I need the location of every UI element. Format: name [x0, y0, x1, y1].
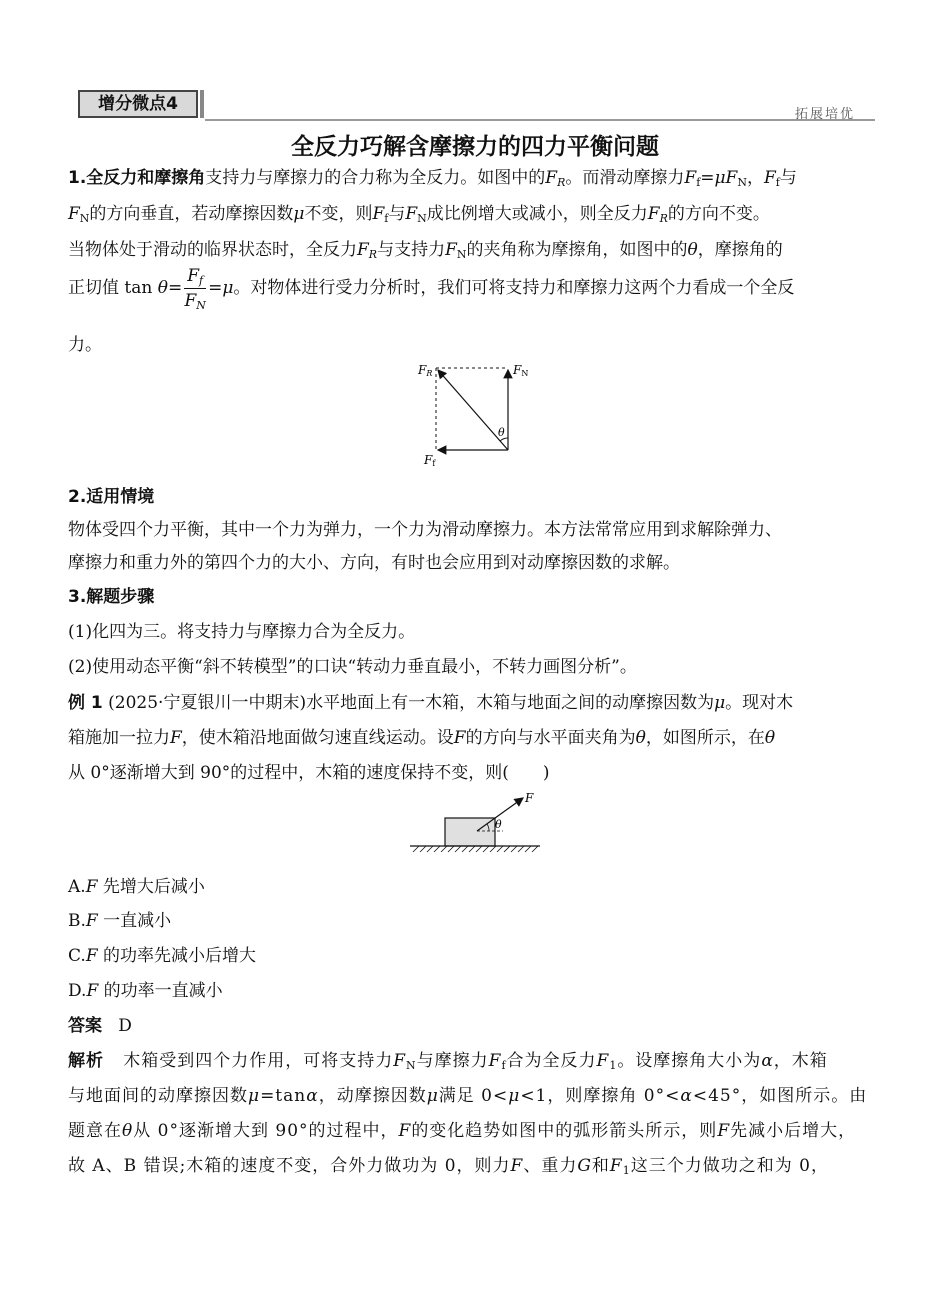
- sym-sub: N: [196, 299, 206, 312]
- sym: μ: [426, 1086, 439, 1106]
- analysis-line1: [68, 1046, 828, 1071]
- text: 的方向不变。: [667, 204, 770, 224]
- section3-step1: (1)化四为三。将支持力与摩擦力合为全反力。: [68, 622, 416, 642]
- text: 木箱受到四个力作用，可将支持力: [123, 1051, 394, 1071]
- section1-line5: 力。: [68, 335, 102, 355]
- fraction-denominator: [184, 289, 206, 313]
- text: 的方向垂直，若动摩擦因数: [89, 204, 294, 224]
- section2-heading: 2.适用情境: [68, 487, 155, 507]
- sym: G: [577, 1156, 592, 1176]
- option-text: 的功率先减小后增大: [97, 946, 257, 966]
- sym: F: [717, 1121, 731, 1141]
- text: 。设摩擦角大小为: [617, 1051, 762, 1071]
- sym-sub: N: [79, 212, 90, 225]
- text: 题意在: [68, 1121, 122, 1141]
- sym: μ: [508, 1086, 521, 1106]
- sym: θ: [635, 728, 646, 748]
- text: 当物体处于滑动的临界状态时，全反力: [68, 240, 357, 260]
- text: 的变化趋势如图中的弧形箭头所示，则: [411, 1121, 718, 1141]
- label-ff: Ff: [424, 453, 436, 468]
- text: 箱施加一拉力: [68, 728, 170, 748]
- sym: =μ: [208, 278, 234, 298]
- option-text: 的功率一直减小: [98, 981, 223, 1001]
- text: ，木箱: [773, 1051, 828, 1071]
- text: 。现对木: [725, 693, 794, 713]
- sym: F: [684, 168, 697, 188]
- sym: F: [488, 1051, 502, 1071]
- sym: F: [445, 240, 457, 260]
- section1-line3: [68, 235, 783, 260]
- sym: F: [398, 1121, 412, 1141]
- section2-line1: 物体受四个力平衡，其中一个力为弹力，一个力为滑动摩擦力。本方法常常应用到求解除弹力、: [68, 520, 782, 540]
- analysis-line3: [68, 1116, 856, 1141]
- text: 合为全反力: [506, 1051, 597, 1071]
- sym: F: [393, 1051, 407, 1071]
- section1-line4: [68, 264, 794, 313]
- sym: α: [761, 1051, 774, 1071]
- sym: α: [680, 1086, 693, 1106]
- analysis-line2: [68, 1081, 867, 1106]
- text: =tan: [260, 1086, 307, 1106]
- sym: F: [545, 168, 558, 188]
- text: ，使木箱沿地面做匀速直线运动。设: [181, 728, 454, 748]
- text: 先减小后增大，: [730, 1121, 857, 1141]
- sym: θ: [122, 1121, 134, 1141]
- sym: =μF: [700, 168, 738, 188]
- sym: F: [453, 728, 466, 748]
- text: 水平地面上有一木箱，木箱与地面之间的动摩擦因数为: [306, 693, 715, 713]
- label-theta: θ: [495, 818, 502, 831]
- sym-sub: N: [737, 176, 747, 189]
- header-rule: [205, 119, 875, 121]
- ground-hatch: [413, 846, 538, 852]
- label-fn: FN: [513, 363, 529, 378]
- option-text: 一直减小: [97, 911, 172, 931]
- sym: θ: [687, 240, 698, 260]
- sym-sub: N: [406, 1059, 417, 1072]
- text: ，动摩擦因数: [318, 1086, 427, 1106]
- text: 与摩擦力: [416, 1051, 489, 1071]
- sym: F: [596, 1051, 610, 1071]
- text: <45°，如图所示。由: [692, 1086, 868, 1106]
- text: ，如图所示，在: [645, 728, 765, 748]
- sym: F: [763, 168, 776, 188]
- sym: =: [167, 278, 183, 298]
- text: 正切值 tan: [68, 278, 153, 298]
- label-theta: θ: [498, 426, 505, 439]
- text: 故 A、B 错误;木箱的速度不变，合外力做功为 0，则力: [68, 1156, 511, 1176]
- sym: F: [170, 728, 182, 748]
- sym: F: [609, 1156, 623, 1176]
- sym: F: [85, 877, 98, 897]
- sym: θ: [764, 728, 776, 748]
- sym: F: [405, 204, 418, 224]
- section1-line2: [68, 199, 770, 224]
- label-f: F: [525, 791, 534, 805]
- text: 的夹角称为摩擦角，如图中的: [466, 240, 688, 260]
- option-text: 先增大后减小: [97, 877, 205, 897]
- example-label: 例 1: [68, 693, 103, 713]
- sym-sub: f: [775, 176, 780, 189]
- sym-sub: R: [659, 212, 668, 225]
- option-c[interactable]: [68, 941, 256, 966]
- sym-sub: R: [368, 248, 378, 261]
- sym: F: [85, 911, 98, 931]
- sym-sub: R: [557, 176, 566, 189]
- answer-label: 答案: [68, 1016, 102, 1036]
- option-key: B.: [68, 911, 86, 931]
- sym-sub: f: [384, 212, 389, 225]
- text: <1，则摩擦角 0°<: [520, 1086, 681, 1106]
- example-line2: [68, 723, 775, 748]
- answer-line: [68, 1011, 132, 1036]
- text: 支持力与摩擦力的合力称为全反力。如图中的: [205, 168, 546, 188]
- text: 、重力: [523, 1156, 578, 1176]
- text: 和: [591, 1156, 610, 1176]
- sym: F: [85, 946, 98, 966]
- sym-sub: f: [501, 1059, 507, 1072]
- option-b[interactable]: [68, 906, 171, 931]
- sym: θ: [157, 278, 168, 298]
- sym: F: [68, 204, 80, 224]
- text: 满足 0<: [438, 1086, 509, 1106]
- option-key: C.: [68, 946, 86, 966]
- page-title: 全反力巧解含摩擦力的四力平衡问题: [291, 134, 659, 160]
- sym-sub: f: [696, 176, 701, 189]
- full-reaction-force-diagram: [410, 358, 540, 473]
- sym: F: [357, 240, 369, 260]
- section3-step2: (2)使用动态平衡“斜不转模型”的口诀“转动力垂直最小，不转力画图分析”。: [68, 657, 637, 677]
- option-a[interactable]: [68, 872, 205, 897]
- sym: F: [184, 291, 197, 311]
- answer-value: D: [118, 1016, 132, 1036]
- text: 从 0°逐渐增大到 90°的过程中，: [133, 1121, 399, 1141]
- example-line1: [68, 688, 793, 713]
- option-key: A.: [68, 877, 86, 897]
- box-pull-diagram: [405, 788, 545, 856]
- sym: μ: [293, 204, 305, 224]
- text: 与: [388, 204, 406, 224]
- text: 与地面间的动摩擦因数: [68, 1086, 248, 1106]
- sym: F: [187, 266, 200, 286]
- sym: μ: [714, 693, 726, 713]
- analysis-label: 解析: [68, 1051, 104, 1071]
- sym: F: [86, 981, 99, 1001]
- sym-sub: N: [417, 212, 427, 225]
- example-source: (2025·宁夏银川一中期末): [108, 693, 307, 713]
- sym: 。: [233, 278, 251, 298]
- text: 与: [779, 168, 797, 188]
- option-key: D.: [68, 981, 87, 1001]
- sym: F: [510, 1156, 524, 1176]
- sym-sub: f: [199, 274, 204, 287]
- fraction: [184, 264, 206, 313]
- example-line3: 从 0°逐渐增大到 90°的过程中，木箱的速度保持不变，则( ): [68, 763, 550, 783]
- text: 。而滑动摩擦力: [565, 168, 685, 188]
- sym-sub: 1: [609, 1059, 618, 1072]
- header-right-label: 拓展培优: [795, 107, 856, 122]
- label-fr: FR: [418, 363, 433, 378]
- text: 不变，则: [304, 204, 373, 224]
- sym: F: [647, 204, 660, 224]
- section3-heading: 3.解题步骤: [68, 587, 155, 607]
- text: 的方向与水平面夹角为: [465, 728, 636, 748]
- sym: α: [306, 1086, 319, 1106]
- section1-line1: [68, 163, 797, 188]
- wooden-box: [445, 818, 495, 846]
- sym-sub: 1: [622, 1164, 631, 1177]
- analysis-line4: [68, 1151, 829, 1176]
- sym: μ: [248, 1086, 261, 1106]
- text: ，摩擦角的: [697, 240, 783, 260]
- fraction-numerator: [184, 264, 206, 289]
- text: ，: [746, 168, 764, 188]
- section-tag: 增分微点4: [78, 90, 198, 118]
- section1-heading: 1.全反力和摩擦角: [68, 168, 206, 188]
- text: 与支持力: [377, 240, 446, 260]
- section2-line2: 摩擦力和重力外的第四个力的大小、方向，有时也会应用到对动摩擦因数的求解。: [68, 553, 680, 573]
- sym: F: [372, 204, 385, 224]
- sym-sub: N: [456, 248, 467, 261]
- text: 对物体进行受力分析时，我们可将支持力和摩擦力这两个力看成一个全反: [250, 278, 795, 298]
- text: 这三个力做功之和为 0，: [630, 1156, 829, 1176]
- option-d[interactable]: [68, 976, 223, 1001]
- text: 成比例增大或减小，则全反力: [426, 204, 648, 224]
